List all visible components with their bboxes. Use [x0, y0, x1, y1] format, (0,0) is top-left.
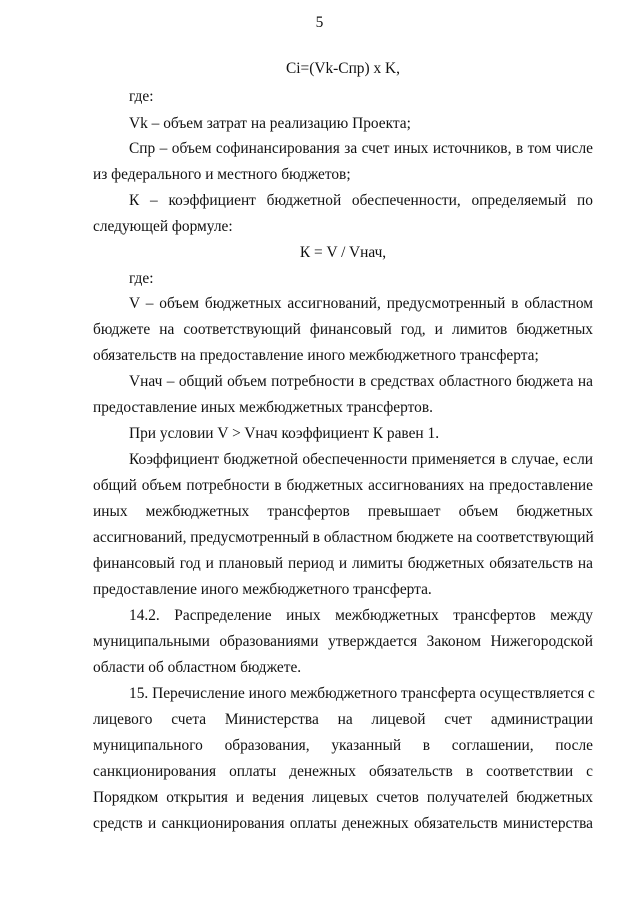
text-line: муниципальными образованиями утверждается Законом Нижегородской	[93, 633, 593, 650]
definition-vnach	[93, 369, 593, 421]
text-line: Порядком открытия и ведения лицевых счетов получателей бюджетных	[93, 789, 593, 806]
text-line: предоставление иного межбюджетного трансферта.	[93, 581, 432, 598]
formula-ci: Ci=(Vk-Cпр) х K,	[286, 60, 400, 77]
text-line: лицевого счета Министерства на лицевой счет администрации	[93, 711, 593, 728]
text-line: общий объем потребности в бюджетных ассигнованиях на предоставление	[93, 477, 593, 494]
text-line: К – коэффициент бюджетной обеспеченности, определяемый по	[129, 192, 593, 209]
text-line: обязательств на предоставление иного межбюджетного трансферта;	[93, 347, 539, 364]
text-line: из федерального и местного бюджетов;	[93, 166, 351, 183]
text-line: 14.2. Распределение иных межбюджетных трансфертов между	[129, 607, 593, 624]
text-line: санкционирования оплаты денежных обязательств в соответствии с	[93, 763, 593, 780]
definition-v	[93, 291, 593, 369]
text-line: следующей формуле:	[93, 218, 233, 235]
text-line: иных межбюджетных трансфертов превышает объем бюджетных	[93, 503, 593, 520]
paragraph-coefficient	[93, 447, 593, 603]
text-line: муниципального образования, указанный в соглашении, после	[93, 737, 593, 754]
text-line: Vнач – общий объем потребности в средствах областного бюджета на	[129, 373, 593, 390]
definition-vk: Vk – объем затрат на реализацию Проекта;	[129, 115, 411, 132]
condition-line: При условии V > Vнач коэффициент К равен 1.	[129, 425, 440, 442]
text-line: ассигнований, предусмотренный в областном бюджете на соответствующий	[93, 529, 594, 546]
text-line: V – объем бюджетных ассигнований, предусмотренный в областном	[129, 295, 593, 312]
where-label-2: где:	[129, 270, 154, 287]
text-line: Cпр – объем софинансирования за счет иных источников, в том числе	[129, 140, 593, 157]
text-line: средств и санкционирования оплаты денежных обязательств министерства	[93, 815, 593, 832]
paragraph-14-2	[93, 603, 593, 681]
page-number: 5	[315, 14, 324, 31]
text-line: области об областном бюджете.	[93, 659, 302, 676]
where-label-1: где:	[129, 88, 154, 105]
paragraph-15	[93, 681, 593, 837]
text-line: финансовый год и плановый период и лимиты бюджетных обязательств на	[93, 555, 593, 572]
text-line: Коэффициент бюджетной обеспеченности применяется в случае, если	[129, 451, 593, 468]
text-line: предоставление иных межбюджетных трансфертов.	[93, 399, 433, 416]
definition-cpr	[93, 136, 593, 188]
text-line: 15. Перечисление иного межбюджетного трансферта осуществляется с	[129, 685, 595, 702]
definition-k	[93, 188, 593, 240]
text-line: бюджете на соответствующий финансовый год, и лимитов бюджетных	[93, 321, 593, 338]
formula-k: К = V / Vнач,	[299, 244, 387, 261]
